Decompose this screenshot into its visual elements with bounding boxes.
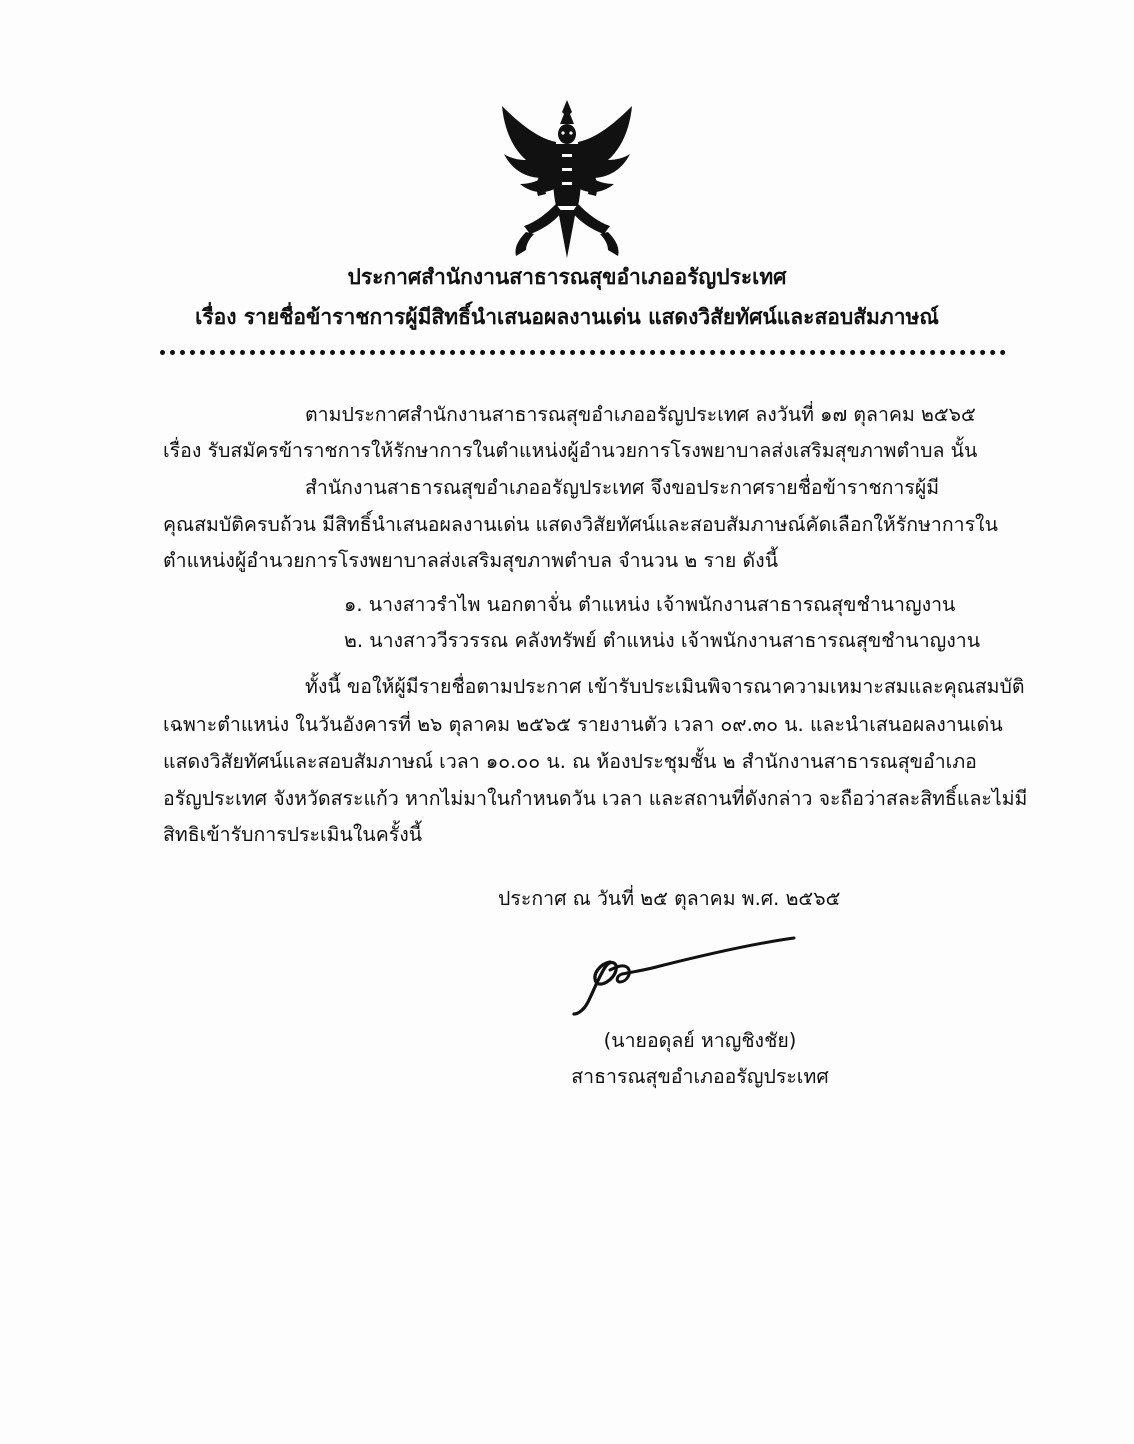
candidate-item-1: ๑. นางสาวรำไพ นอกตาจั่น ตำแหน่ง เจ้าพนักงานสาธารณสุขชำนาญงาน [344,593,956,616]
paragraph-1-line-2: เรื่อง รับสมัครข้าราชการให้รักษาการในตำแหน่งผู้อำนวยการโรงพยาบาลส่งเสริมสุขภาพตำบล นั้น [163,439,978,462]
paragraph-2-line-1: สำนักงานสาธารณสุขอำเภออรัญประเทศ จึงขอประกาศรายชื่อข้าราชการผู้มี [305,476,940,499]
announcement-date: ประกาศ ณ วันที่ ๒๕ ตุลาคม พ.ศ. ๒๕๖๕ [498,887,841,910]
candidate-item-2: ๒. นางสาววีรวรรณ คลังทรัพย์ ตำแหน่ง เจ้าพนักงานสาธารณสุขชำนาญงาน [344,629,981,652]
paragraph-3-line-5: สิทธิเข้ารับการประเมินในครั้งนี้ [163,823,423,846]
paragraph-2-line-3: ตำแหน่งผู้อำนวยการโรงพยาบาลส่งเสริมสุขภาพตำบล จำนวน ๒ ราย ดังนี้ [163,549,779,572]
garuda-emblem-icon [496,98,638,260]
announcement-title: ประกาศสำนักงานสาธารณสุขอำเภออรัญประเทศ [347,265,787,289]
paragraph-3-line-2: เฉพาะตำแหน่ง ในวันอังคารที่ ๒๖ ตุลาคม ๒๕๖๕ รายงานตัว เวลา ๐๙.๓๐ น. และนำเสนอผลงานเด่น [163,713,1003,736]
signer-title: สาธารณสุขอำเภออรัญประเทศ [571,1065,829,1088]
paragraph-3-line-4: อรัญประเทศ จังหวัดสระแก้ว หากไม่มาในกำหนดวัน เวลา และสถานที่ดังกล่าว จะถือว่าสละสิทธิ์และไม่มี [163,787,1028,810]
paragraph-2-line-2: คุณสมบัติครบถ้วน มีสิทธิ์นำเสนอผลงานเด่น แสดงวิสัยทัศน์และสอบสัมภาษณ์คัดเลือกให้รักษาการใน [163,513,998,536]
handwritten-signature-icon [570,930,800,1020]
paragraph-3-line-1: ทั้งนี้ ขอให้ผู้มีรายชื่อตามประกาศ เข้ารับประเมินพิจารณาความเหมาะสมและคุณสมบัติ [305,675,1025,698]
signer-name: (นายอดุลย์ หาญชิงชัย) [603,1029,797,1052]
paragraph-3-line-3: แสดงวิสัยทัศน์และสอบสัมภาษณ์ เวลา ๑๐.๐๐ น. ณ ห้องประชุมชั้น ๒ สำนักงานสาธารณสุขอำเภอ [163,750,977,773]
paragraph-1-line-1: ตามประกาศสำนักงานสาธารณสุขอำเภออรัญประเทศ ลงวันที่ ๑๗ ตุลาคม ๒๕๖๕ [305,403,976,426]
announcement-subject: เรื่อง รายชื่อข้าราชการผู้มีสิทธิ์นำเสนอผลงานเด่น แสดงวิสัยทัศน์และสอบสัมภาษณ์ [195,305,939,329]
dotted-divider [160,350,1006,355]
